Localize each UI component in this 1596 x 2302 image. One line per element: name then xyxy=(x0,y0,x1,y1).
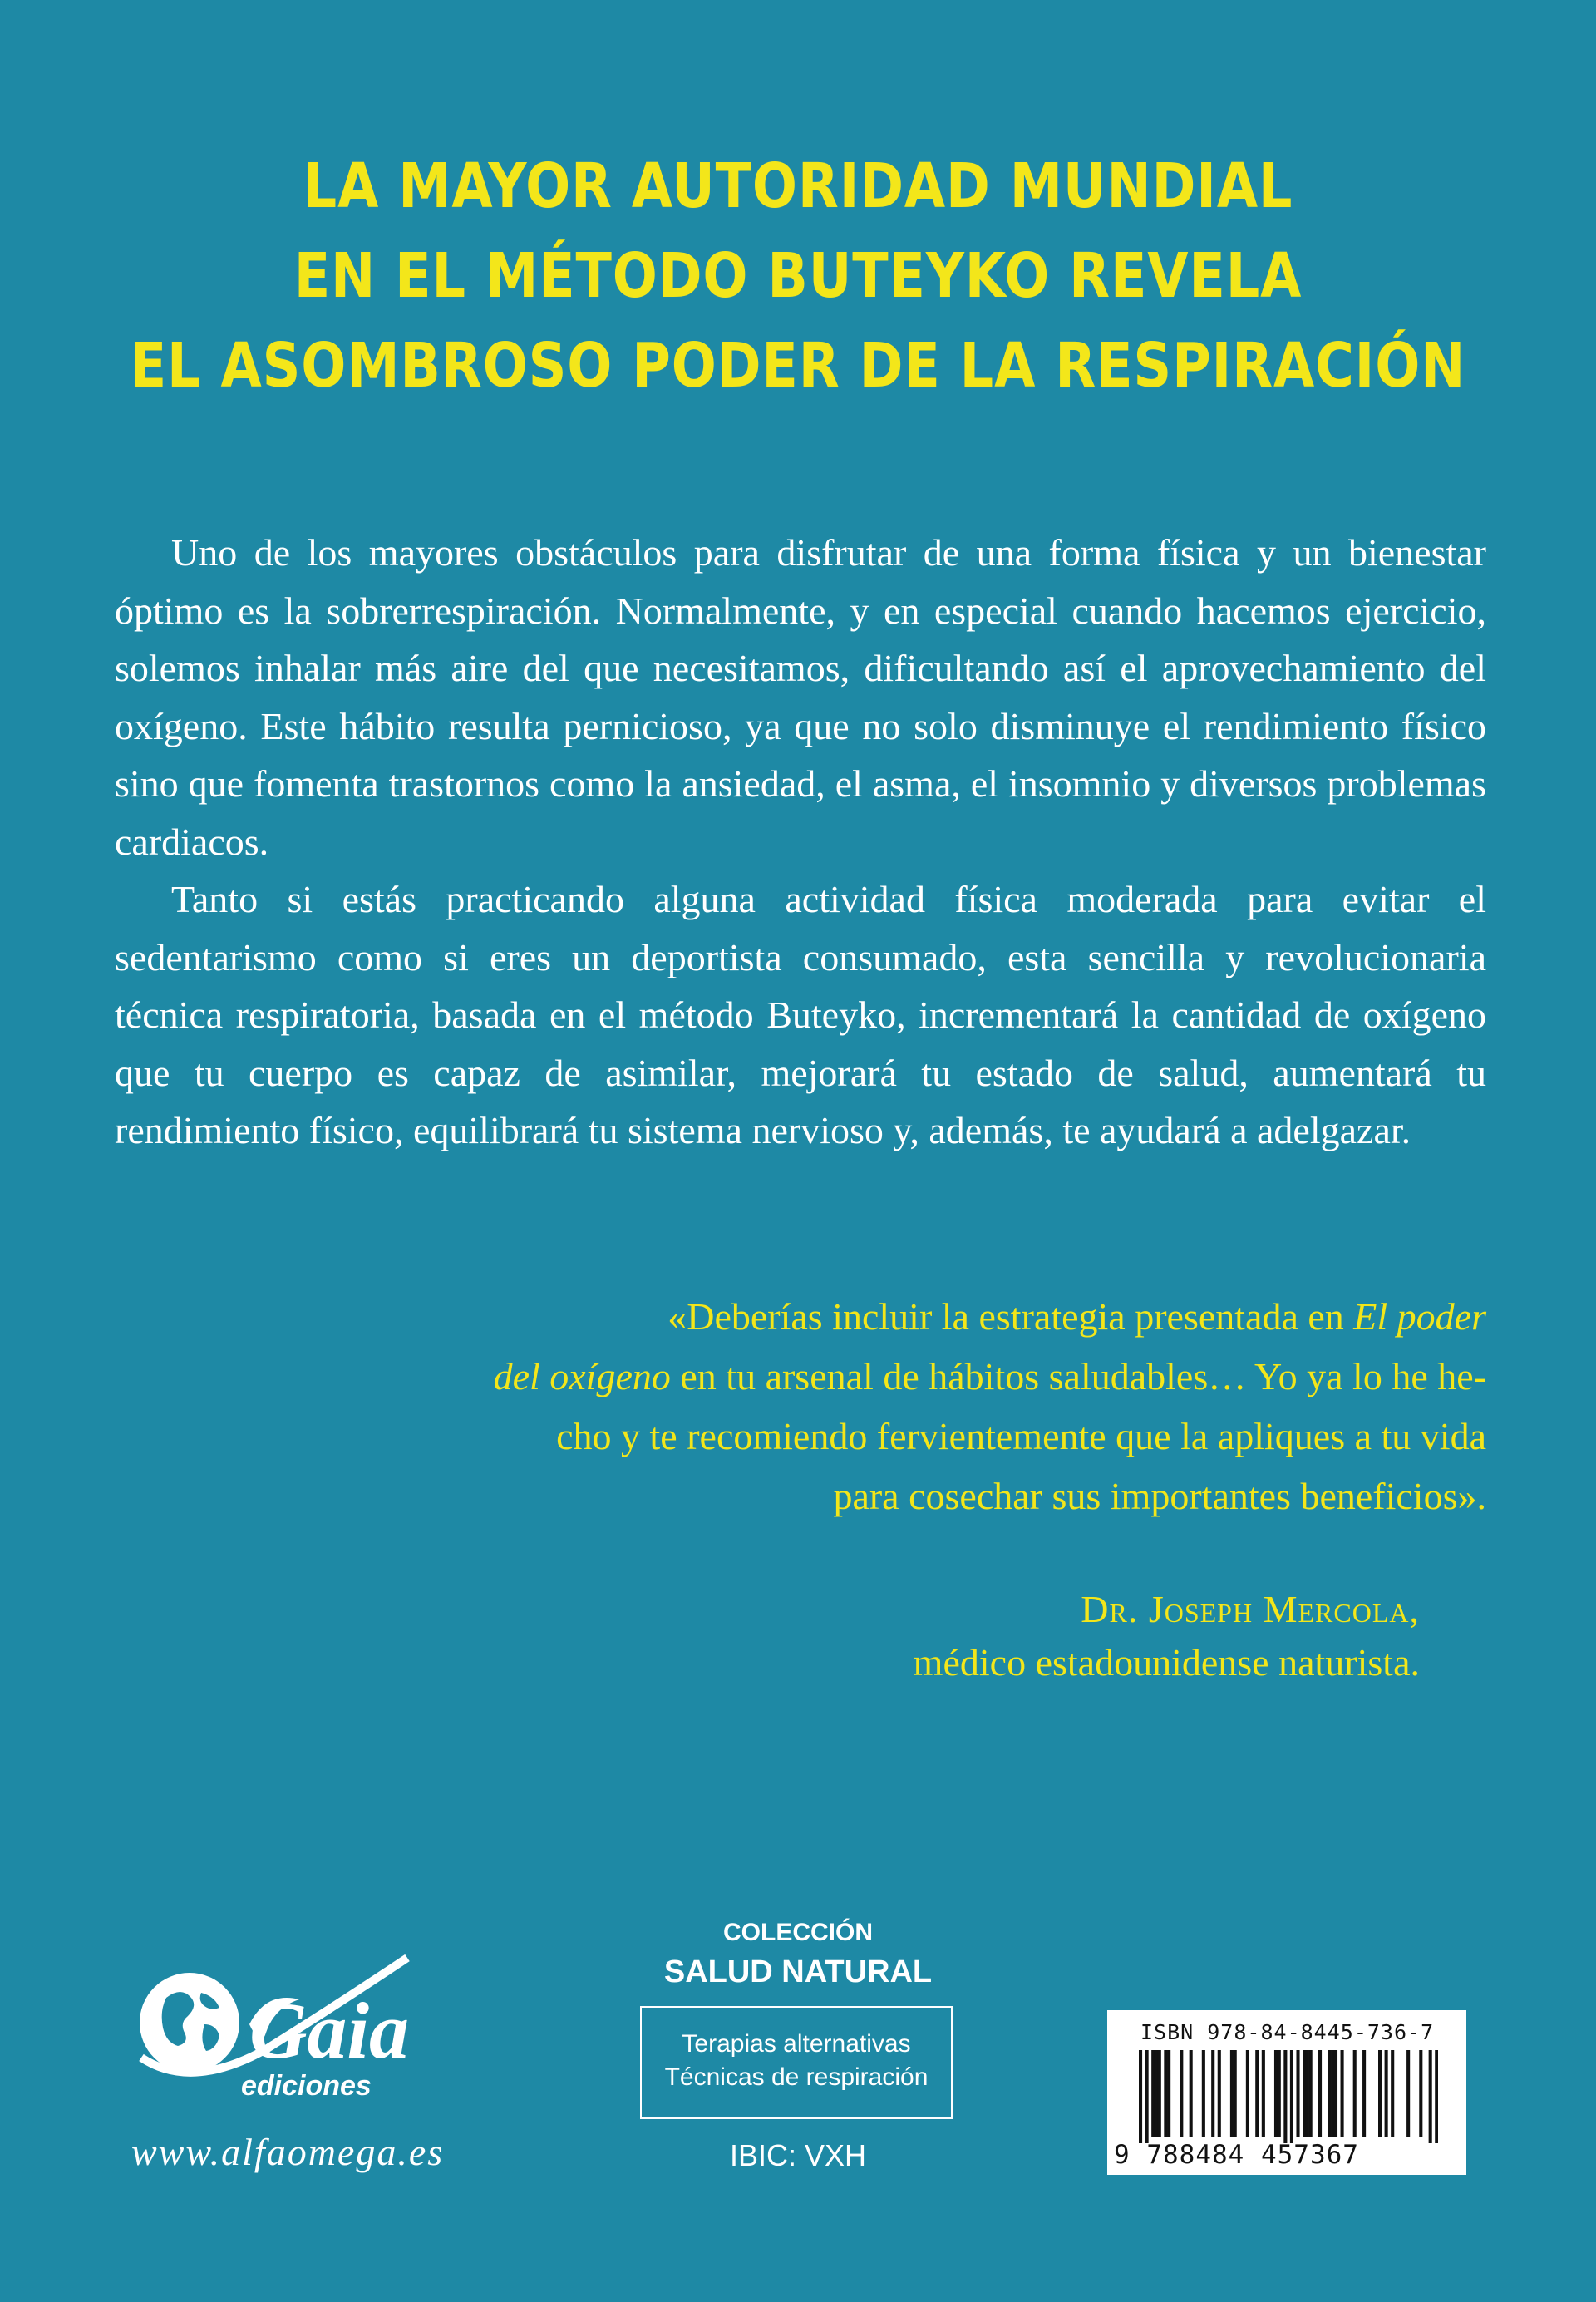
barcode-bar xyxy=(1180,2050,1183,2137)
quote-line-1 xyxy=(216,1287,1486,1347)
quote-author: Dr. Joseph Mercola, xyxy=(1081,1588,1420,1630)
barcode-bar xyxy=(1328,2050,1331,2137)
book-title-part-1: El poder xyxy=(1353,1295,1486,1338)
barcode-bars xyxy=(1139,2050,1438,2143)
barcode-bar xyxy=(1435,2050,1438,2143)
quote-attribution xyxy=(715,1583,1420,1689)
collection-title xyxy=(632,1915,964,1994)
barcode-bar xyxy=(1334,2050,1337,2137)
barcode-bar xyxy=(1190,2050,1193,2137)
quote-line-2 xyxy=(216,1347,1486,1407)
headline-line-3: EL ASOMBROSO PODER DE LA RESPIRACIÓN xyxy=(130,330,1466,402)
barcode-bar xyxy=(1246,2050,1249,2137)
barcode-bar xyxy=(1234,2050,1237,2137)
barcode-bar xyxy=(1158,2050,1161,2137)
synopsis-paragraph-1: Uno de los mayores obstáculos para disfrutar de una forma física y un bienestar óptimo es la sobrerrespiración. Normalmente, y en especial cuando hacemos ejercicio, solemos inhalar más aire del que necesitamos, dificultando así el aprovechamiento del oxígeno. Este hábito resulta pernicioso, ya que no solo disminuye el rendimiento físico sino que fomenta trastornos como la ansiedad, el asma, el insomnio y diversos problemas cardiacos. xyxy=(115,531,1486,863)
isbn-label: ISBN 978-84-8445-736-7 xyxy=(1140,2020,1435,2044)
logo-wordmark: Gaia xyxy=(249,1986,409,2075)
barcode-bar xyxy=(1362,2050,1366,2137)
barcode-bar xyxy=(1202,2050,1205,2137)
headline-line-1: LA MAYOR AUTORIDAD MUNDIAL xyxy=(303,150,1293,222)
publisher-logo xyxy=(125,1933,490,2091)
barcode-bar xyxy=(1151,2050,1155,2137)
barcode-bar xyxy=(1353,2050,1357,2137)
quote-author-role: médico estadounidense naturista. xyxy=(913,1641,1420,1683)
barcode-bar xyxy=(1429,2050,1432,2143)
barcode-bar xyxy=(1290,2050,1293,2143)
barcode-bar xyxy=(1306,2050,1309,2137)
barcode-bar xyxy=(1218,2050,1221,2137)
barcode-bar xyxy=(1167,2050,1170,2137)
barcode-bar xyxy=(1391,2050,1394,2137)
barcode-bar xyxy=(1283,2050,1287,2143)
barcode-bar xyxy=(1255,2050,1259,2137)
headline-line-2: EN EL MÉTODO BUTEYKO REVELA xyxy=(293,240,1303,312)
quote-line-4: para cosechar sus importantes beneficios». xyxy=(833,1475,1486,1517)
endorsement-quote xyxy=(216,1287,1486,1526)
logo-subtitle: ediciones xyxy=(241,2070,372,2102)
synopsis-paragraph-2: Tanto si estás practicando alguna actividad física moderada para evitar el sedentarismo como si eres un deportista consumado, esta sencilla y revolucionaria técnica respiratoria, basada en el método Buteyko, incrementará la cantidad de oxígeno que tu cuerpo es capaz de asimilar, mejorará tu estado de salud, aumentará tu rendimiento físico, equilibrará tu sistema nervioso y, además, te ayudará a adelgazar. xyxy=(115,878,1486,1151)
barcode-bar xyxy=(1303,2050,1306,2137)
category-box xyxy=(640,2006,953,2119)
collection-name: SALUD NATURAL xyxy=(663,1954,933,1989)
publisher-website: www.alfaomega.es xyxy=(131,2131,445,2173)
barcode-bar xyxy=(1155,2050,1158,2137)
barcode-bar xyxy=(1341,2050,1344,2137)
quote-line-3: cho y te recomiendo fervientemente que la apliques a tu vida xyxy=(556,1415,1486,1457)
headline xyxy=(111,141,1484,411)
book-title-part-2: del oxígeno xyxy=(493,1355,671,1397)
collection-label: COLECCIÓN xyxy=(723,1919,873,1946)
barcode-bar xyxy=(1164,2050,1167,2137)
globe-icon xyxy=(125,1933,490,2091)
category-2: Técnicas de respiración xyxy=(664,2063,929,2091)
barcode-bar xyxy=(1278,2050,1281,2137)
quote-text: «Deberías incluir la estrategia presentada en xyxy=(667,1295,1354,1338)
category-1: Terapias alternativas xyxy=(682,2030,911,2058)
barcode-bar xyxy=(1318,2050,1322,2137)
barcode-icon xyxy=(1139,2050,1438,2143)
barcode-bar xyxy=(1309,2050,1313,2137)
barcode-bar xyxy=(1331,2050,1334,2137)
barcode-bar xyxy=(1419,2050,1422,2137)
barcode-bar xyxy=(1139,2050,1142,2143)
barcode-bar xyxy=(1296,2050,1299,2137)
synopsis xyxy=(115,524,1486,1160)
barcode-digits: 9 788484 457367 xyxy=(1114,2140,1359,2170)
quote-text: en tu arsenal de hábitos saludables… Yo ya lo he he- xyxy=(670,1355,1486,1397)
barcode-bar xyxy=(1378,2050,1382,2137)
barcode-bar xyxy=(1145,2050,1149,2143)
ibic-code: IBIC: VXH xyxy=(729,2138,867,2172)
isbn-barcode xyxy=(1107,2010,1466,2175)
barcode-bar xyxy=(1385,2050,1388,2137)
barcode-bar xyxy=(1406,2050,1410,2137)
barcode-bar xyxy=(1274,2050,1278,2137)
barcode-bar xyxy=(1230,2050,1234,2137)
barcode-bar xyxy=(1262,2050,1265,2137)
barcode-bar xyxy=(1211,2050,1214,2137)
